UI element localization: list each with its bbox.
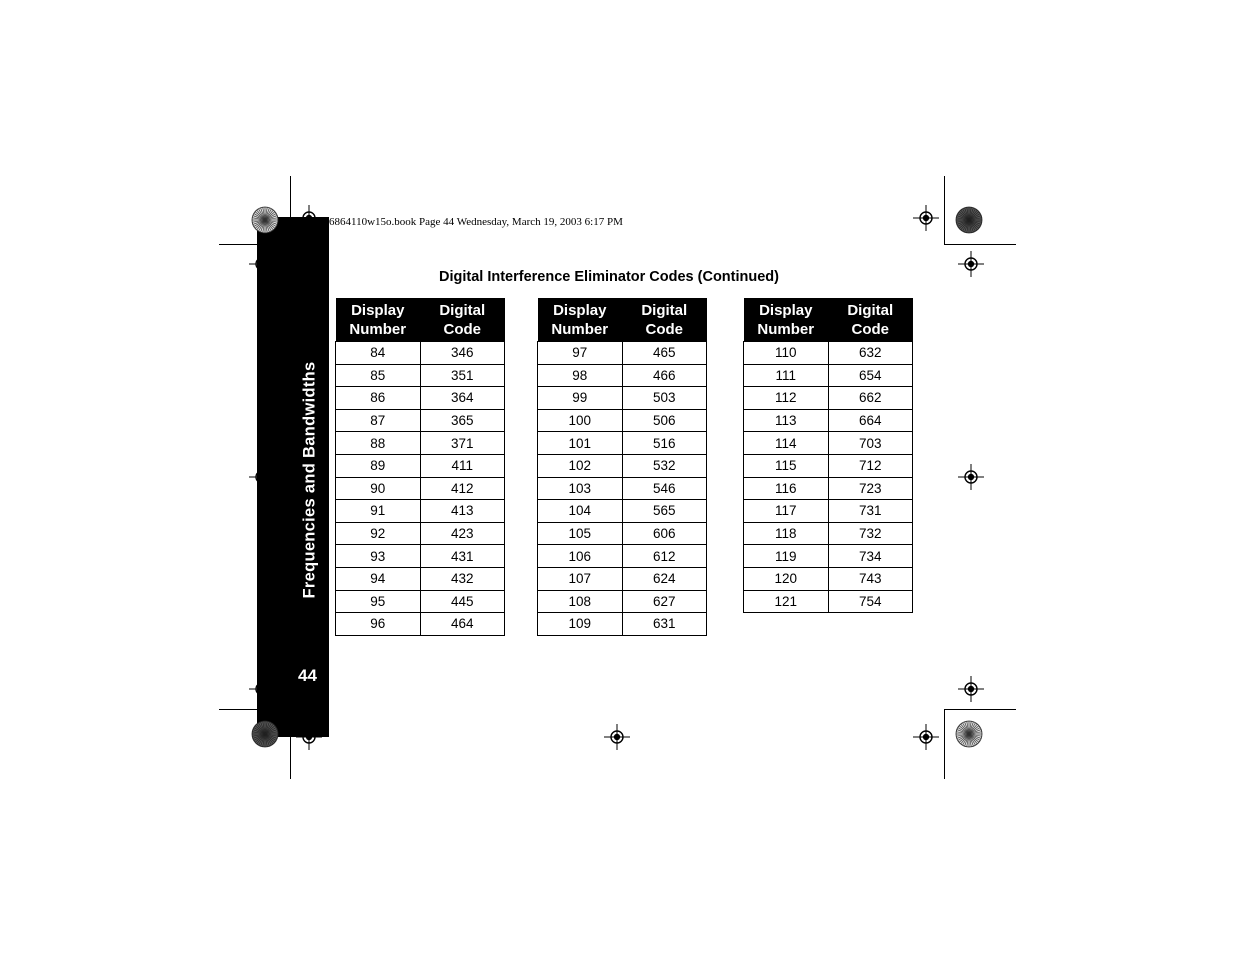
crop-line: [944, 244, 1016, 245]
table-row: [744, 432, 913, 455]
digital-code-cell: 712: [828, 454, 913, 477]
table-row: [538, 500, 707, 523]
column-header-display-number: Display Number: [538, 298, 623, 342]
table-row: [538, 387, 707, 410]
digital-code-cell: 346: [420, 342, 505, 365]
table-row: [538, 409, 707, 432]
digital-code-cell: 732: [828, 522, 913, 545]
display-number-cell: 87: [336, 409, 421, 432]
digital-code-cell: 532: [622, 454, 707, 477]
table-row: [744, 567, 913, 590]
display-number-cell: 89: [336, 454, 421, 477]
digital-code-cell: 731: [828, 500, 913, 523]
display-number-cell: 107: [538, 567, 623, 590]
display-number-cell: 94: [336, 567, 421, 590]
display-number-cell: 112: [744, 387, 829, 410]
digital-code-cell: 662: [828, 387, 913, 410]
table-row: [538, 613, 707, 636]
table-header-row: [538, 298, 707, 342]
table-row: [744, 590, 913, 613]
table-row: [336, 500, 505, 523]
table-row: [538, 590, 707, 613]
digital-code-cell: 743: [828, 567, 913, 590]
digital-code-cell: 365: [420, 409, 505, 432]
display-number-cell: 103: [538, 477, 623, 500]
table-row: [744, 500, 913, 523]
digital-code-cell: 423: [420, 522, 505, 545]
table-row: [538, 454, 707, 477]
digital-code-cell: 431: [420, 545, 505, 568]
table-row: [336, 432, 505, 455]
digital-code-cell: 445: [420, 590, 505, 613]
codes-table-1: [335, 298, 505, 636]
display-number-cell: 109: [538, 613, 623, 636]
book-info-line: 6864110w15o.book Page 44 Wednesday, March 19, 2003 6:17 PM: [329, 216, 623, 228]
starburst-rosette-icon: [251, 720, 279, 748]
column-header-display-number: Display Number: [336, 298, 421, 342]
crosshair-target-icon: [958, 251, 984, 277]
crop-line: [944, 176, 945, 244]
digital-code-cell: 516: [622, 432, 707, 455]
display-number-cell: 113: [744, 409, 829, 432]
digital-code-cell: 432: [420, 567, 505, 590]
digital-code-cell: 546: [622, 477, 707, 500]
starburst-rosette-icon: [955, 720, 983, 748]
digital-code-cell: 723: [828, 477, 913, 500]
display-number-cell: 97: [538, 342, 623, 365]
display-number-cell: 108: [538, 590, 623, 613]
column-header-display-number: Display Number: [744, 298, 829, 342]
table-row: [538, 545, 707, 568]
crop-line: [944, 709, 1016, 710]
digital-code-cell: 412: [420, 477, 505, 500]
table-row: [538, 567, 707, 590]
table-row: [744, 522, 913, 545]
display-number-cell: 101: [538, 432, 623, 455]
digital-code-cell: 734: [828, 545, 913, 568]
starburst-rosette-icon: [251, 206, 279, 234]
table-row: [336, 387, 505, 410]
table-row: [744, 342, 913, 365]
crosshair-target-icon: [249, 676, 275, 702]
table-row: [336, 590, 505, 613]
table-row: [336, 342, 505, 365]
crop-line: [219, 244, 291, 245]
digital-code-cell: 364: [420, 387, 505, 410]
column-header-digital-code: Digital Code: [622, 298, 707, 342]
table-row: [336, 545, 505, 568]
crop-line: [219, 709, 291, 710]
table-row: [538, 477, 707, 500]
display-number-cell: 105: [538, 522, 623, 545]
digital-code-cell: 413: [420, 500, 505, 523]
display-number-cell: 104: [538, 500, 623, 523]
display-number-cell: 102: [538, 454, 623, 477]
table-row: [538, 342, 707, 365]
table-row: [336, 454, 505, 477]
digital-code-cell: 411: [420, 454, 505, 477]
display-number-cell: 118: [744, 522, 829, 545]
crosshair-target-icon: [958, 464, 984, 490]
display-number-cell: 117: [744, 500, 829, 523]
crosshair-target-icon: [958, 676, 984, 702]
table-row: [336, 613, 505, 636]
table-row: [336, 364, 505, 387]
digital-code-cell: 351: [420, 364, 505, 387]
display-number-cell: 90: [336, 477, 421, 500]
display-number-cell: 96: [336, 613, 421, 636]
digital-code-cell: 506: [622, 409, 707, 432]
display-number-cell: 116: [744, 477, 829, 500]
crosshair-target-icon: [913, 724, 939, 750]
column-header-digital-code: Digital Code: [420, 298, 505, 342]
display-number-cell: 119: [744, 545, 829, 568]
sidebar-tab-label: Frequencies and Bandwidths: [300, 361, 319, 599]
starburst-rosette-icon: [955, 206, 983, 234]
display-number-cell: 100: [538, 409, 623, 432]
table-row: [744, 454, 913, 477]
table-row: [336, 409, 505, 432]
display-number-cell: 99: [538, 387, 623, 410]
display-number-cell: 120: [744, 567, 829, 590]
digital-code-cell: 627: [622, 590, 707, 613]
table-row: [538, 432, 707, 455]
table-header-row: [744, 298, 913, 342]
table-row: [744, 477, 913, 500]
table-row: [336, 522, 505, 545]
display-number-cell: 88: [336, 432, 421, 455]
digital-code-cell: 754: [828, 590, 913, 613]
digital-code-cell: 703: [828, 432, 913, 455]
crosshair-target-icon: [913, 205, 939, 231]
codes-table-3: [743, 298, 913, 613]
digital-code-cell: 632: [828, 342, 913, 365]
crosshair-target-icon: [604, 724, 630, 750]
display-number-cell: 121: [744, 590, 829, 613]
digital-code-cell: 464: [420, 613, 505, 636]
table-row: [744, 545, 913, 568]
display-number-cell: 93: [336, 545, 421, 568]
digital-code-cell: 654: [828, 364, 913, 387]
display-number-cell: 114: [744, 432, 829, 455]
display-number-cell: 91: [336, 500, 421, 523]
crosshair-target-icon: [249, 251, 275, 277]
page-title: Digital Interference Eliminator Codes (Continued): [439, 269, 779, 285]
digital-code-cell: 565: [622, 500, 707, 523]
digital-code-cell: 466: [622, 364, 707, 387]
table-row: [538, 522, 707, 545]
crosshair-target-icon: [296, 205, 322, 231]
display-number-cell: 106: [538, 545, 623, 568]
digital-code-cell: 465: [622, 342, 707, 365]
crosshair-target-icon: [249, 464, 275, 490]
crop-line: [290, 176, 291, 244]
column-header-digital-code: Digital Code: [828, 298, 913, 342]
crop-line: [944, 709, 945, 779]
digital-code-cell: 606: [622, 522, 707, 545]
crosshair-target-icon: [296, 724, 322, 750]
display-number-cell: 115: [744, 454, 829, 477]
table-row: [744, 409, 913, 432]
digital-code-cell: 664: [828, 409, 913, 432]
table-row: [336, 477, 505, 500]
display-number-cell: 111: [744, 364, 829, 387]
table-row: [538, 364, 707, 387]
codes-table-2: [537, 298, 707, 636]
display-number-cell: 92: [336, 522, 421, 545]
digital-code-cell: 612: [622, 545, 707, 568]
display-number-cell: 84: [336, 342, 421, 365]
table-row: [336, 567, 505, 590]
table-row: [744, 387, 913, 410]
digital-code-cell: 624: [622, 567, 707, 590]
display-number-cell: 98: [538, 364, 623, 387]
page-number: 44: [298, 666, 317, 685]
crop-line: [290, 709, 291, 779]
display-number-cell: 86: [336, 387, 421, 410]
display-number-cell: 95: [336, 590, 421, 613]
display-number-cell: 85: [336, 364, 421, 387]
display-number-cell: 110: [744, 342, 829, 365]
digital-code-cell: 503: [622, 387, 707, 410]
table-row: [744, 364, 913, 387]
digital-code-cell: 371: [420, 432, 505, 455]
digital-code-cell: 631: [622, 613, 707, 636]
table-header-row: [336, 298, 505, 342]
